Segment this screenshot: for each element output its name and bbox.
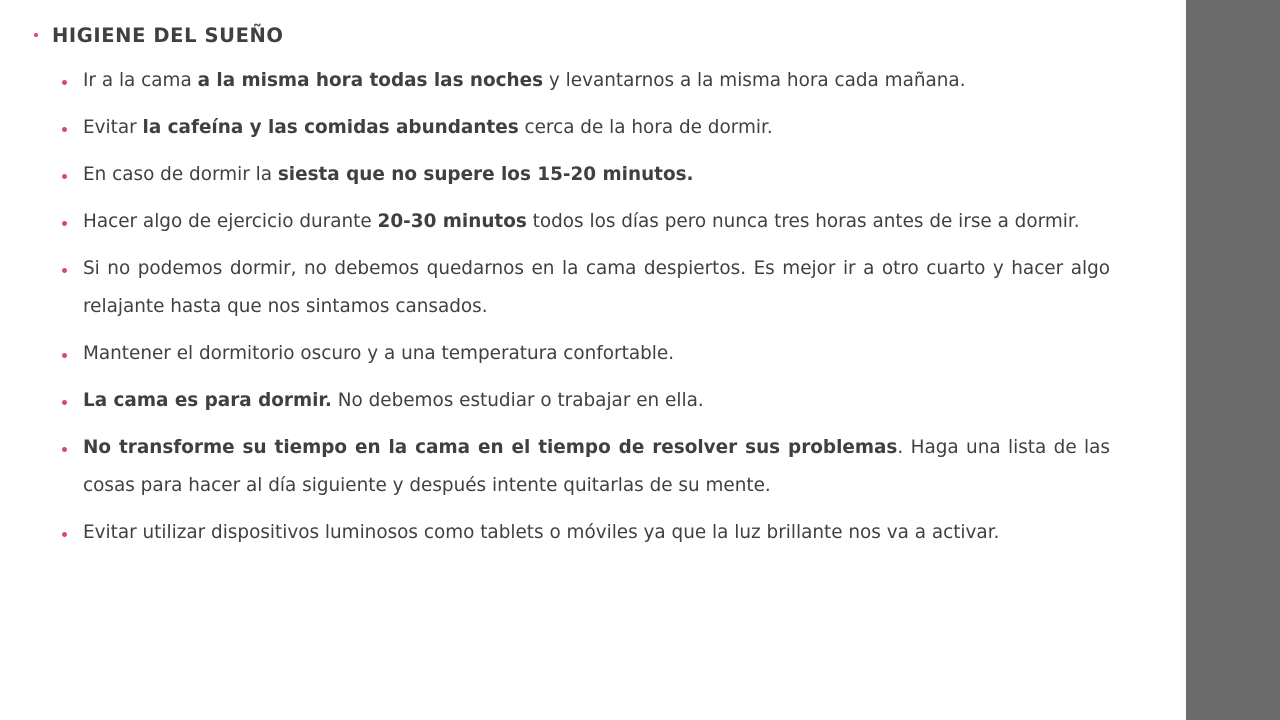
text: Mantener el dormitorio oscuro y a una temperatura confortable. — [83, 343, 675, 364]
bullet-dot-icon — [62, 353, 67, 358]
heading-text: HIGIENE DEL SUEÑO — [52, 23, 284, 47]
text: Ir a la cama — [83, 70, 198, 91]
text: . Haga una lista de las cosas para hacer al día siguiente y después intente quitarlas de su mente. — [83, 437, 1110, 496]
side-panel — [1186, 0, 1280, 720]
list-item — [62, 62, 1110, 100]
text: En caso de dormir la — [83, 164, 278, 185]
bold-text: 20-30 minutos — [377, 211, 527, 232]
list-item — [62, 156, 1110, 194]
text: Evitar — [83, 117, 143, 138]
bullet-dot-icon — [62, 174, 67, 179]
list-item — [62, 335, 1110, 373]
bullet-dot-icon — [62, 80, 67, 85]
bullet-dot-icon — [62, 400, 67, 405]
list-item — [62, 203, 1110, 241]
text: Evitar utilizar dispositivos luminosos como tablets o móviles ya que la luz brillante nos va a activar. — [83, 522, 1000, 543]
text: y levantarnos a la misma hora cada mañana. — [543, 70, 966, 91]
bold-text: No transforme su tiempo en la cama en el tiempo de resolver sus problemas — [83, 437, 898, 458]
list-item — [62, 429, 1110, 505]
bold-text: La cama es para dormir. — [83, 390, 332, 411]
bullet-dot-icon — [62, 127, 67, 132]
bullet-dot-icon — [62, 447, 67, 452]
list-item — [62, 250, 1110, 326]
bullet-list — [62, 62, 1110, 561]
text: Hacer algo de ejercicio durante — [83, 211, 378, 232]
bold-text: siesta que no supere los 15-20 minutos. — [277, 164, 694, 185]
bold-text: la cafeína y las comidas abundantes — [142, 117, 519, 138]
bullet-dot-icon — [62, 268, 67, 273]
text: cerca de la hora de dormir. — [518, 117, 773, 138]
bullet-dot-icon — [62, 221, 67, 226]
list-item — [62, 382, 1110, 420]
bullet-dot-icon — [62, 532, 67, 537]
section-heading — [34, 20, 284, 50]
text: todos los días pero nunca tres horas antes de irse a dormir. — [526, 211, 1080, 232]
bold-text: a la misma hora todas las noches — [197, 70, 544, 91]
bullet-dot-icon — [34, 33, 38, 37]
list-item — [62, 514, 1110, 552]
text: No debemos estudiar o trabajar en ella. — [331, 390, 704, 411]
list-item — [62, 109, 1110, 147]
text: Si no podemos dormir, no debemos quedarnos en la cama despiertos. Es mejor ir a otro cuarto y hacer algo relajante hasta que nos sintamos cansados. — [83, 258, 1110, 317]
